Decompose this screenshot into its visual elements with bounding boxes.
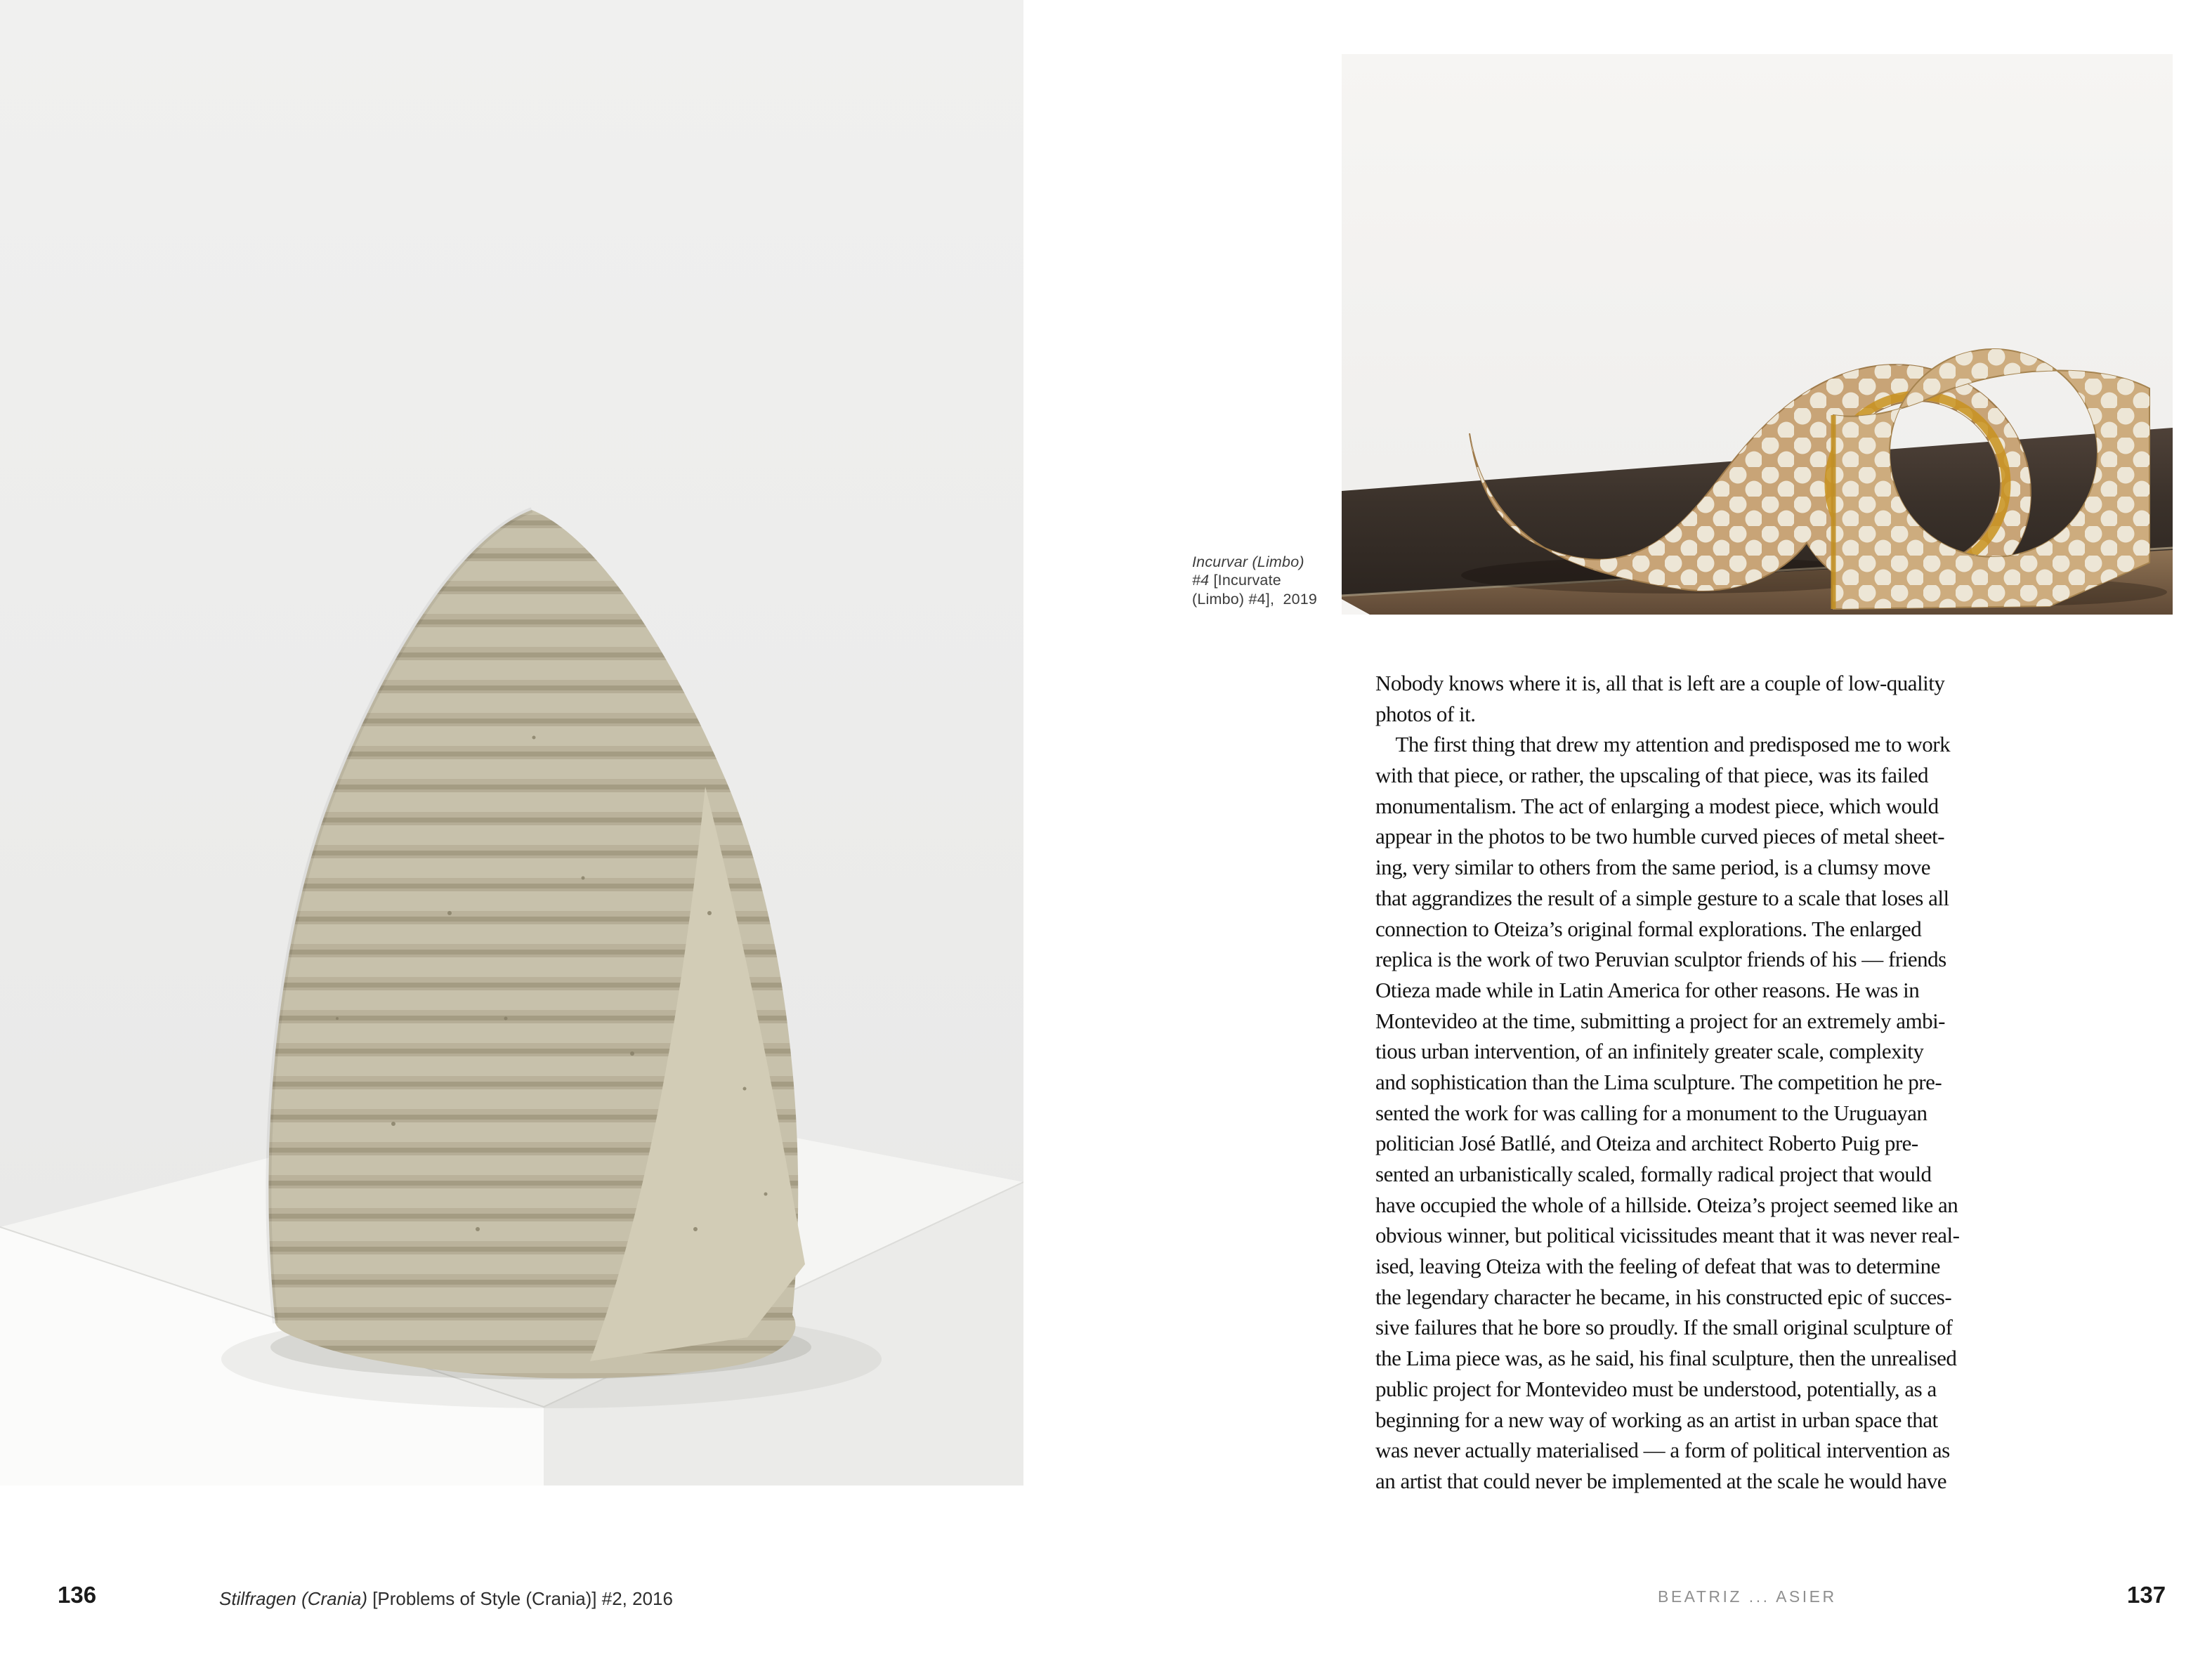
essay-line: the Lima piece was, as he said, his final sculpture, then the unrealised <box>1375 1346 1957 1371</box>
left-artwork-photo <box>0 0 1023 1486</box>
essay-line: with that piece, or rather, the upscaling of that piece, was its failed <box>1375 763 1929 788</box>
essay-line: and sophistication than the Lima sculpture. The competition he pre- <box>1375 1069 1942 1094</box>
essay-line: Nobody knows where it is, all that is left are a couple of low-quality <box>1375 671 1945 695</box>
essay-line: The first thing that drew my attention and predisposed me to work <box>1375 732 1951 757</box>
right-artwork-title-line1: Incurvar (Limbo) <box>1192 553 1304 570</box>
essay-line: photos of it. <box>1375 701 1476 726</box>
essay-line: tious urban intervention, of an infinitely greater scale, complexity <box>1375 1039 1924 1064</box>
right-artwork-caption <box>1192 553 1354 608</box>
essay-line: connection to Oteiza’s original formal explorations. The enlarged <box>1375 916 1922 941</box>
essay-line: beginning for a new way of working as an artist in urban space that <box>1375 1407 1938 1432</box>
left-page-number: 136 <box>58 1582 97 1608</box>
dome-sculpture-scene <box>0 0 1023 1486</box>
essay-line: obvious winner, but political vicissitudes meant that it was never real- <box>1375 1223 1960 1248</box>
right-artwork-photo <box>1342 54 2173 615</box>
essay-line: replica is the work of two Peruvian sculptor friends of his — friends <box>1375 947 1946 972</box>
left-artwork-caption <box>219 1589 673 1608</box>
essay-line: sented an urbanistically scaled, formally radical project that would <box>1375 1162 1932 1186</box>
right-page-number: 137 <box>2127 1582 2166 1608</box>
essay-line: sented the work for was calling for a monument to the Uruguayan <box>1375 1100 1928 1125</box>
left-artwork-title-translation: [Problems of Style (Crania)] #2, 2016 <box>367 1588 673 1609</box>
essay-line: ing, very similar to others from the same period, is a clumsy move <box>1375 855 1931 880</box>
essay-line: monumentalism. The act of enlarging a modest piece, which would <box>1375 793 1939 818</box>
essay-line: appear in the photos to be two humble curved pieces of metal sheet- <box>1375 824 1945 849</box>
running-head: BEATRIZ ... ASIER <box>1658 1587 1837 1606</box>
essay-line: have occupied the whole of a hillside. Oteiza’s project seemed like an <box>1375 1192 1958 1217</box>
essay-line: sive failures that he bore so proudly. If the small original sculpture of <box>1375 1315 1953 1340</box>
essay-line: Montevideo at the time, submitting a project for an extremely ambi- <box>1375 1008 1946 1033</box>
essay-text <box>1375 668 2106 1497</box>
essay-line: the legendary character he became, in his constructed epic of succes- <box>1375 1284 1952 1309</box>
essay-line: ised, leaving Oteiza with the feeling of defeat that was to determine <box>1375 1254 1940 1279</box>
essay-line: that aggrandizes the result of a simple gesture to a scale that loses all <box>1375 885 1949 910</box>
right-artwork-title-line3: (Limbo) #4], 2019 <box>1192 590 1318 608</box>
perforated-sculpture-scene <box>1342 54 2173 615</box>
right-artwork-title-line2: #4 [Incurvate <box>1192 572 1281 589</box>
essay-line: was never actually materialised — a form of political intervention as <box>1375 1438 1950 1463</box>
essay-line: Otieza made while in Latin America for other reasons. He was in <box>1375 977 1920 1002</box>
essay-line: politician José Batllé, and Oteiza and architect Roberto Puig pre- <box>1375 1131 1918 1156</box>
left-artwork-title: Stilfragen (Crania) <box>219 1588 367 1609</box>
essay-line: an artist that could never be implemented at the scale he would have <box>1375 1468 1947 1493</box>
essay-line: public project for Montevideo must be understood, potentially, as a <box>1375 1376 1937 1401</box>
